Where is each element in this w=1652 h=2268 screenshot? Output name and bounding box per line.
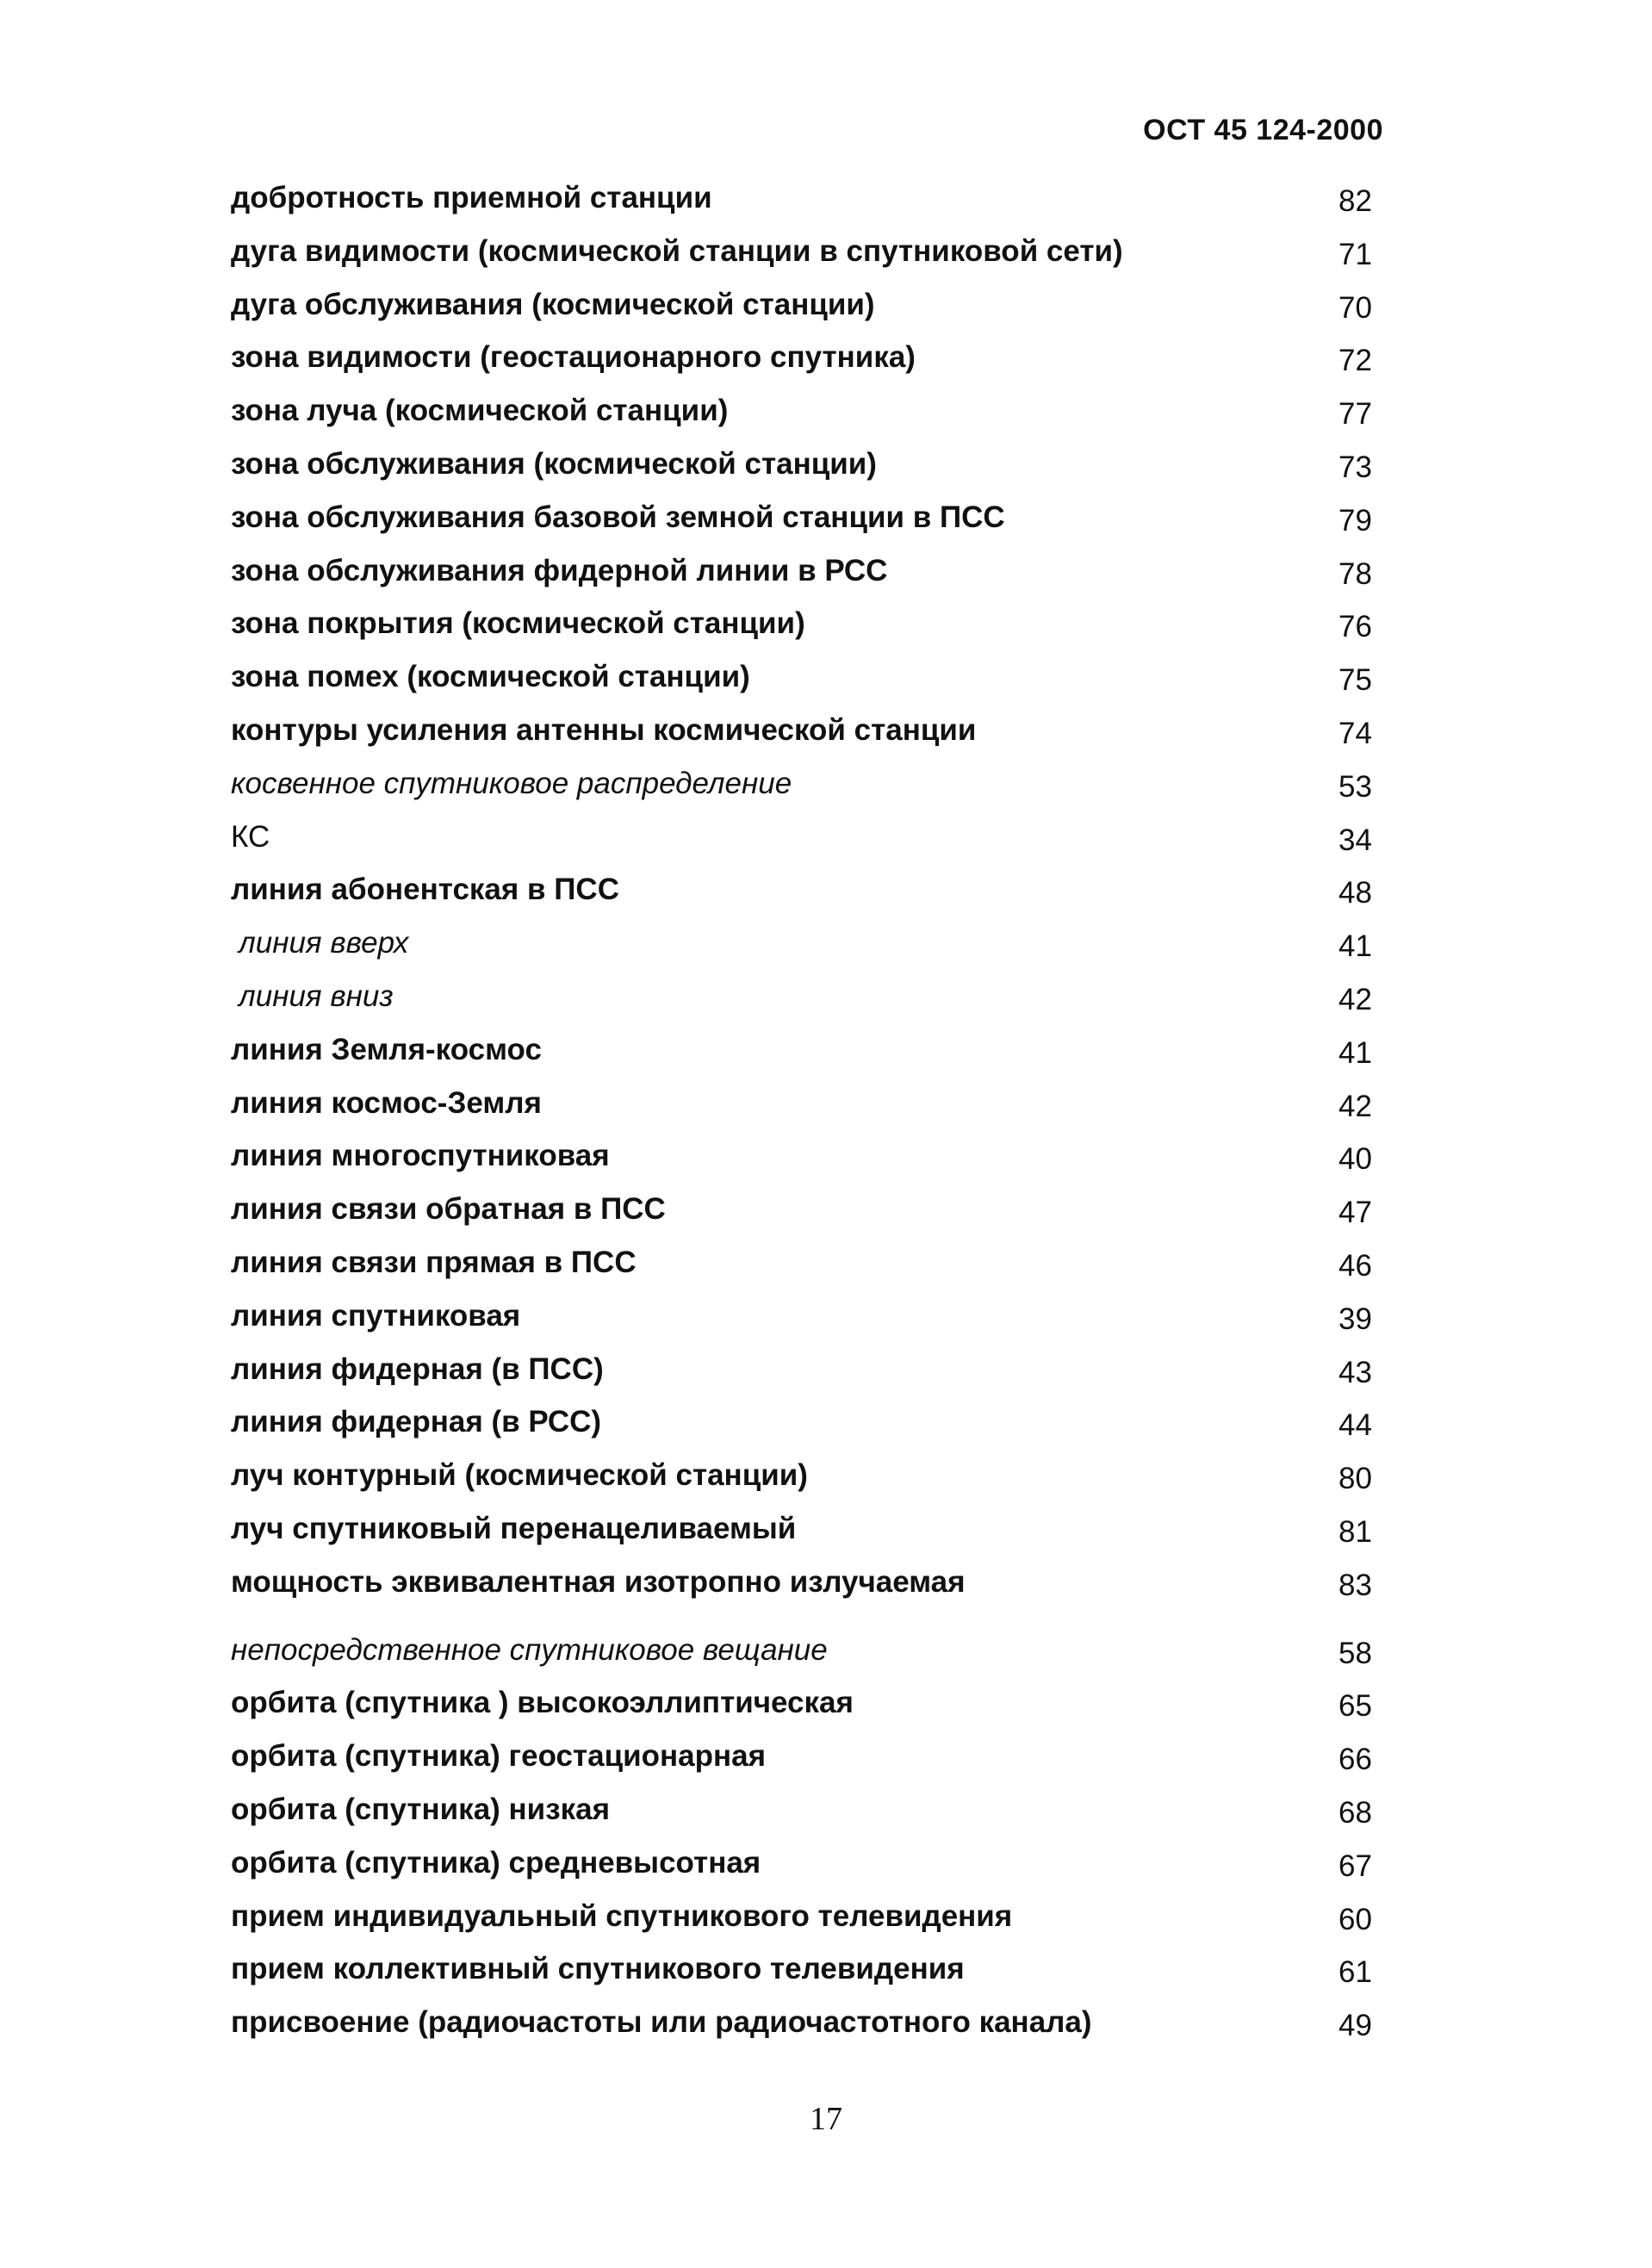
index-term: КС: [231, 819, 270, 854]
index-entry: [231, 1997, 1402, 2050]
index-page-number: 75: [1338, 663, 1372, 698]
index-entry: [231, 971, 1402, 1024]
index-entry: [231, 385, 1402, 438]
index-term: линия абонентская в ПСС: [231, 873, 619, 907]
index-page-number: 46: [1338, 1248, 1372, 1283]
index-entry: [231, 1943, 1402, 1997]
index-entry: [231, 917, 1402, 971]
index-page-number: 47: [1338, 1196, 1372, 1230]
index-entry: [231, 651, 1402, 705]
index-entry: [231, 1130, 1402, 1184]
index-term: добротность приемной станции: [231, 181, 712, 214]
index-entry: [231, 1677, 1402, 1731]
index-page-number: 48: [1338, 876, 1372, 910]
index-page-number: 43: [1338, 1355, 1372, 1389]
index-entry: [231, 1784, 1402, 1837]
index-page-number: 76: [1338, 610, 1372, 644]
index-page-number: 79: [1338, 503, 1372, 537]
index-term: мощность эквивалентная изотропно излучаемая: [231, 1564, 966, 1599]
index-term: косвенное спутниковое распределение: [231, 766, 792, 800]
index-page-number: 82: [1338, 184, 1372, 218]
index-entry: [231, 758, 1402, 811]
index-page-number: 74: [1338, 716, 1372, 750]
index-entry: [231, 811, 1402, 865]
document-code: ОСТ 45 124-2000: [1143, 114, 1383, 146]
index-page-number: 78: [1338, 556, 1372, 591]
index-term: зона помех (космической станции): [231, 660, 750, 694]
index-term: линия связи прямая в ПСС: [231, 1245, 637, 1279]
index-page-number: 34: [1338, 823, 1372, 857]
index-term: линия связи обратная в ПСС: [231, 1192, 666, 1227]
index-page-number: 53: [1338, 769, 1372, 804]
index-entry: [231, 492, 1402, 545]
index-term: луч спутниковый перенацеливаемый: [231, 1511, 797, 1545]
index-entry: [231, 1237, 1402, 1290]
index-term: линия фидерная (в ПСС): [231, 1351, 604, 1386]
index-term: луч контурный (космической станции): [231, 1458, 808, 1493]
index-page-number: 77: [1338, 397, 1372, 432]
index-entry: [231, 1344, 1402, 1397]
index-term: линия Земля-космос: [231, 1032, 542, 1066]
index-term: орбита (спутника) средневысотная: [231, 1845, 761, 1880]
index-page-number: 39: [1338, 1302, 1372, 1336]
index-term: зона обслуживания фидерной линии в РСС: [231, 553, 888, 587]
index-term: дуга видимости (космической станции в спутниковой сети): [231, 233, 1123, 268]
index-page-number: 40: [1338, 1142, 1372, 1177]
index-term: зона обслуживания базовой земной станции в ПСС: [231, 500, 1005, 534]
index-page-number: 41: [1338, 929, 1372, 964]
index-page-number: 66: [1338, 1743, 1372, 1777]
index-entry: [231, 545, 1402, 599]
index-entry: [231, 1731, 1402, 1784]
index-term: орбита (спутника ) высокоэллиптическая: [231, 1686, 854, 1720]
index-entry: [231, 1290, 1402, 1344]
index-page-number: 61: [1338, 1955, 1372, 1990]
index-page-number: 42: [1338, 982, 1372, 1016]
index-term: зона видимости (геостационарного спутника): [231, 340, 916, 375]
index-page-number: 68: [1338, 1795, 1372, 1830]
index-entry: [231, 1557, 1402, 1610]
index-term: линия вверх: [239, 926, 409, 960]
page-number: 17: [810, 2101, 842, 2137]
index-term: орбита (спутника) низкая: [231, 1792, 610, 1826]
index-entry: [231, 1625, 1402, 1678]
index-term: линия фидерная (в РСС): [231, 1405, 602, 1439]
index-page-number: 58: [1338, 1636, 1372, 1670]
index-entry: [231, 1891, 1402, 1944]
index-page-number: 67: [1338, 1849, 1372, 1883]
index-term: дуга обслуживания (космической станции): [231, 287, 875, 321]
index-page-number: 70: [1338, 290, 1372, 325]
index-term: линия спутниковая: [231, 1298, 521, 1333]
index-entry: [231, 438, 1402, 492]
index-entry: [231, 1184, 1402, 1237]
index-term: линия космос-Земля: [231, 1085, 542, 1120]
index-entry: [231, 172, 1402, 226]
index-term: зона луча (космической станции): [231, 394, 729, 428]
index-entry: [231, 1503, 1402, 1557]
index-entry: [231, 705, 1402, 758]
index-term: непосредственное спутниковое вещание: [231, 1632, 828, 1667]
index-page-number: 49: [1338, 2009, 1372, 2043]
term-index-list: [231, 172, 1402, 2050]
index-term: линия вниз: [239, 979, 394, 1013]
index-page-number: 60: [1338, 1902, 1372, 1936]
index-entry: [231, 1450, 1402, 1503]
index-page-number: 71: [1338, 237, 1372, 271]
index-page-number: 81: [1338, 1514, 1372, 1549]
index-entry: [231, 864, 1402, 917]
index-entry: [231, 1396, 1402, 1450]
index-term: зона покрытия (космической станции): [231, 606, 805, 641]
index-entry: [231, 1837, 1402, 1891]
index-term: контуры усиления антенны космической станции: [231, 712, 977, 747]
index-entry: [231, 332, 1402, 385]
index-page-number: 44: [1338, 1408, 1372, 1443]
index-page-number: 80: [1338, 1462, 1372, 1496]
index-term: прием коллективный спутникового телевидения: [231, 1952, 965, 1986]
index-term: присвоение (радиочастоты или радиочастотного канала): [231, 2005, 1092, 2040]
index-entry: [231, 226, 1402, 279]
index-entry: [231, 598, 1402, 651]
index-entry: [231, 279, 1402, 332]
index-page-number: 42: [1338, 1089, 1372, 1123]
index-term: прием индивидуальный спутникового телевидения: [231, 1898, 1013, 1933]
index-page-number: 72: [1338, 344, 1372, 378]
index-page-number: 73: [1338, 450, 1372, 484]
index-term: линия многоспутниковая: [231, 1139, 610, 1173]
index-page-number: 65: [1338, 1689, 1372, 1724]
index-page-number: 83: [1338, 1568, 1372, 1602]
index-term: орбита (спутника) геостационарная: [231, 1739, 766, 1774]
index-entry: [231, 1024, 1402, 1078]
index-entry: [231, 1078, 1402, 1131]
index-page-number: 41: [1338, 1035, 1372, 1070]
index-term: зона обслуживания (космической станции): [231, 446, 877, 481]
